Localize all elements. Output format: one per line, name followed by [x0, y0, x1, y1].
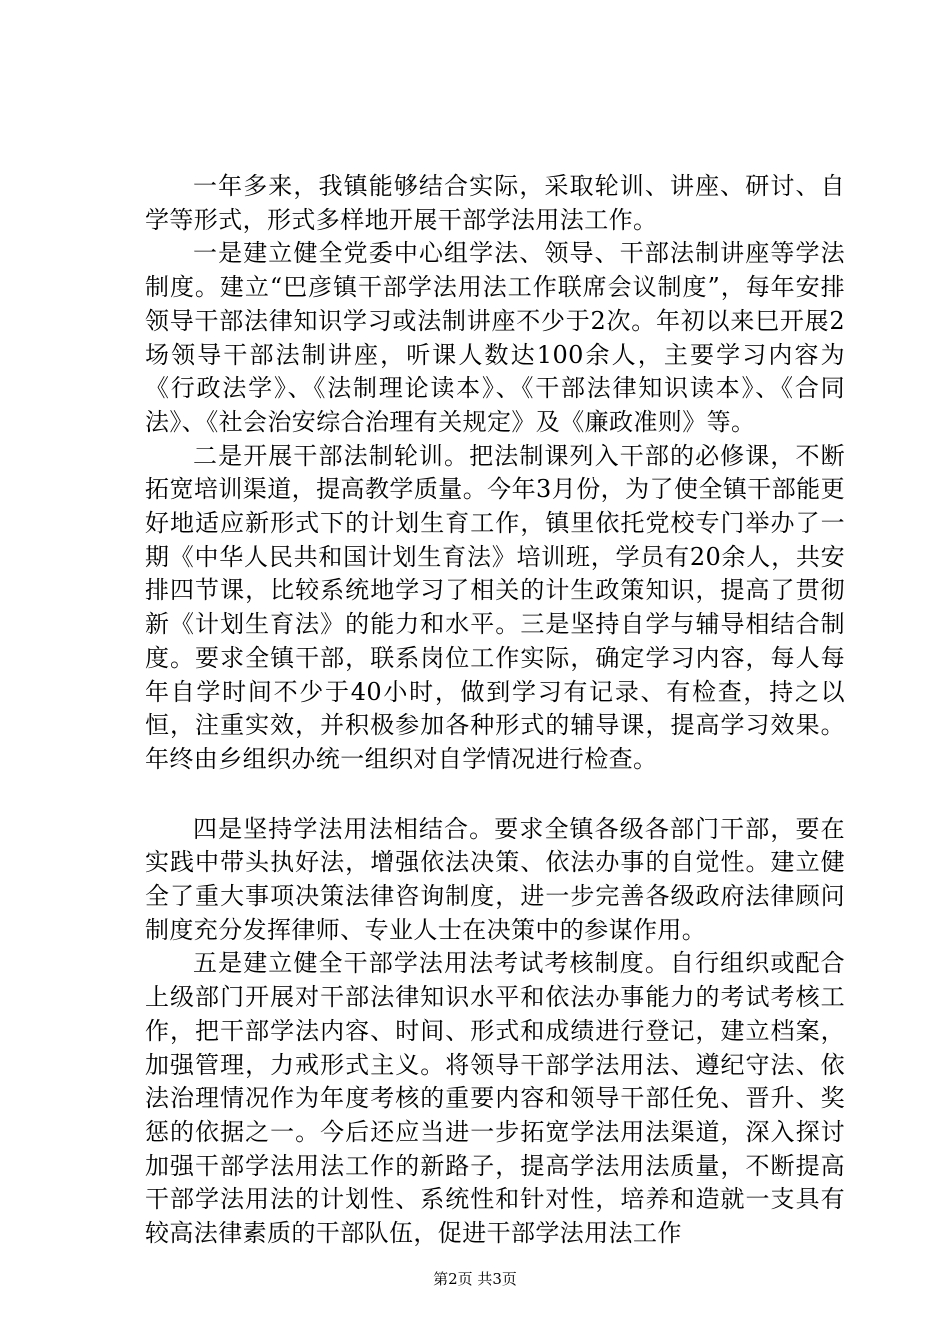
- paragraph-intro: 一年多来，我镇能够结合实际，采取轮训、讲座、研讨、自学等形式，形式多样地开展干部学法用法工作。: [145, 172, 845, 234]
- paragraph-point-one: 一是建立健全党委中心组学法、领导、干部法制讲座等学法制度。建立“巴彦镇干部学法用法工作联席会议制度”，每年安排领导干部法律知识学习或法制讲座不少于2次。年初以来巳开展2场领导干部法制讲座，听课人数达100余人，主要学习内容为《行政法学》、《法制理论读本》、《干部法律知识读本》、《合同法》、《社会治安综合治理有关规定》及《廉政准则》等。: [145, 239, 845, 436]
- paragraph-point-two-three: 二是开展干部法制轮训。把法制课列入干部的必修课，不断拓宽培训渠道，提高教学质量。今年3月份，为了使全镇干部能更好地适应新形式下的计划生育工作，镇里依托党校专门举办了一期《中华人民共和国计划生育法》培训班，学员有20余人，共安排四节课，比较系统地学习了相关的计生政策知识，提高了贯彻新《计划生育法》的能力和水平。三是坚持自学与辅导相结合制度。要求全镇干部，联系岗位工作实际，确定学习内容，每人每年自学时间不少于40小时，做到学习有记录、有检查，持之以恒，注重实效，并积极参加各种形式的辅导课，提高学习效果。年终由乡组织办统一组织对自学情况进行检查。: [145, 441, 845, 773]
- paragraph-point-four: 四是坚持学法用法相结合。要求全镇各级各部门干部，要在实践中带头执好法，增强依法决策、依法办事的自觉性。建立健全了重大事项决策法律咨询制度，进一步完善各级政府法律顾问制度充分发挥律师、专业人士在决策中的参谋作用。: [145, 814, 845, 944]
- paragraph-point-five: 五是建立健全干部学法用法考试考核制度。自行组织或配合上级部门开展对干部法律知识水平和依法办事能力的考试考核工作，把干部学法内容、时间、形式和成绩进行登记，建立档案，加强管理，力戒形式主义。将领导干部学法用法、遵纪守法、依法治理情况作为年度考核的重要内容和领导干部任免、晋升、奖惩的依据之一。今后还应当进一步拓宽学法用法渠道，深入探讨加强干部学法用法工作的新路子，提高学法用法质量，不断提高干部学法用法的计划性、系统性和针对性，培养和造就一支具有较高法律素质的干部队伍，促进干部学法用法工作: [145, 949, 845, 1248]
- page-number-footer: 第2页 共3页: [433, 1270, 517, 1288]
- document-body: [145, 170, 845, 1251]
